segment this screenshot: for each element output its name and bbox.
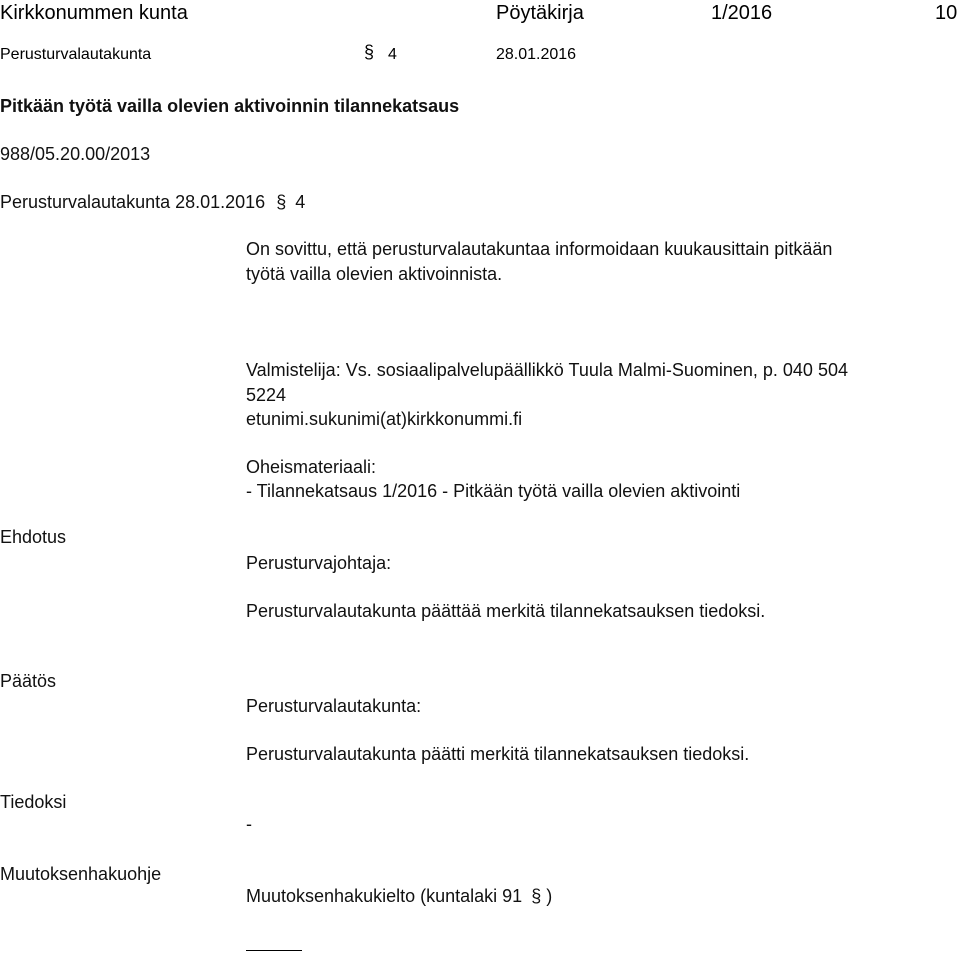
info-label: Tiedoksi — [0, 792, 67, 812]
intro-line-1: On sovittu, että perusturvalautakuntaa informoidaan kuukausittain pitkään — [246, 239, 833, 259]
board-reference-text: Perusturvalautakunta 28.01.2016 — [0, 192, 266, 212]
document-number: 1/2016 — [711, 2, 773, 24]
section-sign-icon: § — [364, 42, 375, 62]
attachment-item: - Tilannekatsaus 1/2016 - Pitkään työtä vailla olevien aktivointi — [246, 481, 741, 501]
record-id: 988/05.20.00/2013 — [0, 144, 151, 164]
meeting-date: 28.01.2016 — [496, 46, 577, 63]
proposal-label: Ehdotus — [0, 527, 67, 547]
proposal-text: Perusturvalautakunta päättää merkitä tilannekatsauksen tiedoksi. — [246, 601, 766, 621]
page-title: Pitkään työtä vailla olevien aktivoinnin tilannekatsaus — [0, 96, 460, 116]
document-type: Pöytäkirja — [496, 2, 584, 24]
intro-line-2: työtä vailla olevien aktivoinnista. — [246, 264, 503, 284]
preparer-line-2: 5224 — [246, 385, 287, 405]
municipality-name: Kirkkonummen kunta — [0, 2, 188, 24]
proposal-presenter: Perusturvajohtaja: — [246, 553, 392, 573]
appeal-text-close: ) — [546, 886, 553, 906]
preparer-email: etunimi.sukunimi(at)kirkkonummi.fi — [246, 409, 523, 429]
board-reference — [0, 192, 305, 213]
section-sign-icon: § — [276, 192, 287, 212]
decision-body: Perusturvalautakunta: — [246, 696, 422, 716]
appeal-text — [246, 886, 552, 907]
section-sign-icon: § — [531, 886, 542, 906]
appeal-label: Muutoksenhakuohje — [0, 864, 162, 884]
board-name: Perusturvalautakunta — [0, 46, 152, 63]
board-reference-number: 4 — [295, 192, 306, 212]
decision-text: Perusturvalautakunta päätti merkitä tilannekatsauksen tiedoksi. — [246, 744, 750, 764]
section-number: 4 — [388, 46, 397, 63]
footer-rule — [246, 950, 302, 951]
info-value: - — [246, 814, 252, 834]
preparer-line-1: Valmistelija: Vs. sosiaalipalvelupäällikkö Tuula Malmi-Suominen, p. 040 504 — [246, 360, 848, 380]
attachments-label: Oheismateriaali: — [246, 457, 377, 477]
appeal-text-main: Muutoksenhakukielto (kuntalaki 91 — [246, 886, 523, 906]
decision-label: Päätös — [0, 671, 57, 691]
page-number: 10 — [935, 2, 958, 24]
